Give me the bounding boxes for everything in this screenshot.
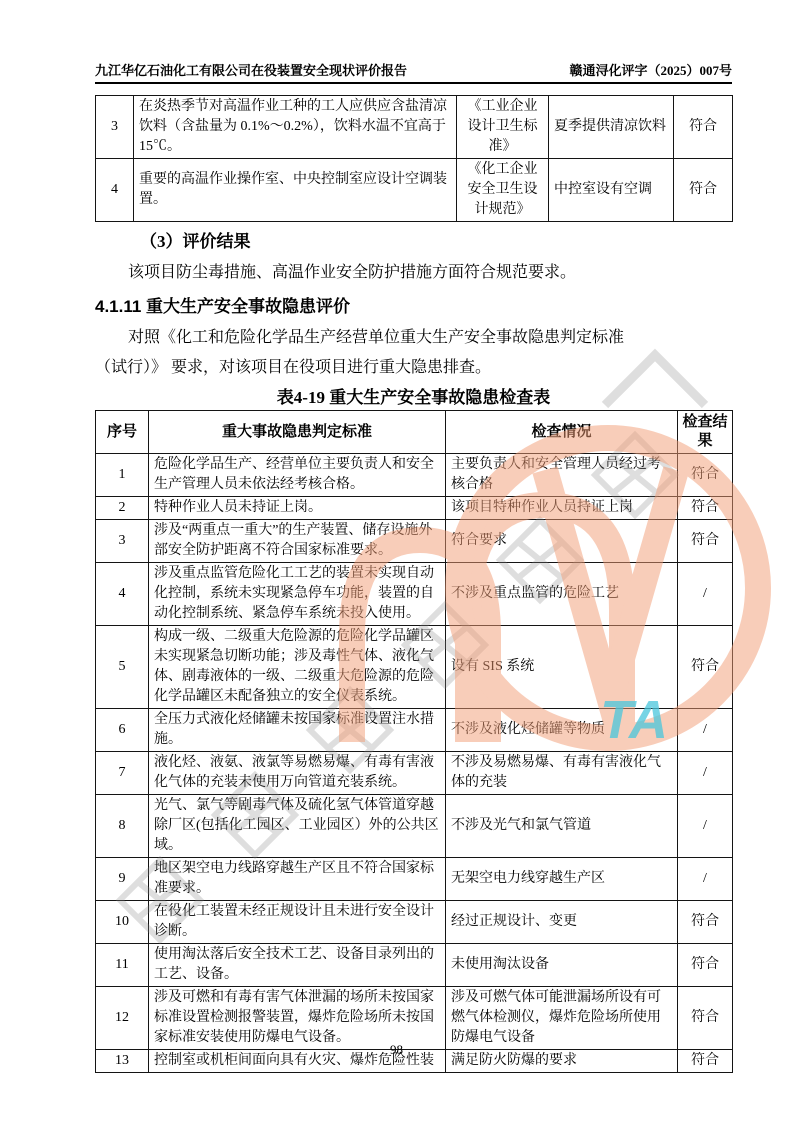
no-cell: 7	[96, 752, 149, 795]
table-row	[96, 626, 733, 709]
criterion-cell: 地区架空电力线路穿越生产区且不符合国家标准要求。	[149, 858, 446, 901]
no-cell: 11	[96, 944, 149, 987]
result-cell: /	[678, 795, 733, 858]
criterion-cell: 控制室或机柜间面向具有火灾、爆炸危险性装	[149, 1050, 446, 1073]
no-cell: 8	[96, 795, 149, 858]
situation-cell: 不涉及重点监管的危险工艺	[446, 563, 678, 626]
table-row	[96, 520, 733, 563]
situation-cell: 设有 SIS 系统	[446, 626, 678, 709]
result-cell: /	[678, 563, 733, 626]
situation-cell: 中控室设有空调	[549, 159, 674, 222]
paragraph-hidden-danger	[95, 323, 732, 383]
no-cell: 10	[96, 901, 149, 944]
header-document-number: 赣通浔化评字（2025）007号	[569, 63, 732, 78]
result-cell: /	[678, 709, 733, 752]
no-cell: 3	[96, 520, 149, 563]
table-row	[96, 987, 733, 1050]
table-row	[96, 795, 733, 858]
result-cell: /	[678, 752, 733, 795]
criterion-cell: 使用淘汰落后安全技术工艺、设备目录列出的工艺、设备。	[149, 944, 446, 987]
no-cell: 1	[96, 454, 149, 497]
criterion-cell: 构成一级、二级重大危险源的危险化学品罐区未实现紧急切断功能；涉及毒性气体、液化气体、剧毒液体的一级、二级重大危险源的危险化学品罐区未配备独立的安全仪表系统。	[149, 626, 446, 709]
watermark-letters: TA	[600, 690, 668, 750]
result-cell: 符合	[674, 159, 733, 222]
situation-cell: 不涉及光气和氯气管道	[446, 795, 678, 858]
table-header-row	[96, 411, 733, 454]
paragraph-line: （试行）》 要求，对该项目在役项目进行重大隐患排查。	[95, 359, 492, 376]
no-cell: 13	[96, 1050, 149, 1073]
table-row	[96, 497, 733, 520]
situation-cell: 夏季提供清凉饮料	[549, 96, 674, 159]
criterion-cell: 光气、氯气等剧毒气体及硫化氢气体管道穿越除厂区(包括化工园区、工业园区）外的公共区域。	[149, 795, 446, 858]
table-row	[96, 858, 733, 901]
table-row	[96, 944, 733, 987]
col-header-result: 检查结果	[678, 411, 733, 454]
situation-cell: 满足防火防爆的要求	[446, 1050, 678, 1073]
table-row	[96, 454, 733, 497]
no-cell: 12	[96, 987, 149, 1050]
standard-cell: 《化工企业安全卫生设计规范》	[457, 159, 549, 222]
table-row	[96, 563, 733, 626]
situation-cell: 符合要求	[446, 520, 678, 563]
situation-cell: 主要负责人和安全管理人员经过考核合格	[446, 454, 678, 497]
criterion-cell: 全压力式液化烃储罐未按国家标准设置注水措施。	[149, 709, 446, 752]
table-row	[96, 752, 733, 795]
criterion-cell: 涉及“两重点一重大”的生产装置、储存设施外部安全防护距离不符合国家标准要求。	[149, 520, 446, 563]
col-header-situation: 检查情况	[446, 411, 678, 454]
paragraph-result: 该项目防尘毒措施、高温作业安全防护措施方面符合规范要求。	[128, 264, 577, 281]
page-number: 98	[390, 1042, 403, 1057]
criterion-cell: 特种作业人员未持证上岗。	[149, 497, 446, 520]
result-cell: 符合	[674, 96, 733, 159]
result-cell: 符合	[678, 520, 733, 563]
main-table	[95, 410, 733, 1073]
col-header-no: 序号	[96, 411, 149, 454]
criterion-cell: 涉及重点监管危险化工工艺的装置未实现自动化控制，系统未实现紧急停车功能，装置的自动化控制系统、紧急停车系统未投入使用。	[149, 563, 446, 626]
top-table	[95, 95, 733, 222]
result-cell: /	[678, 858, 733, 901]
section-heading-4-1-11: 4.1.11 重大生产安全事故隐患评价	[95, 297, 351, 316]
table-title: 表4-19 重大生产安全事故隐患检查表	[276, 388, 551, 407]
situation-cell: 涉及可燃气体可能泄漏场所设有可燃气体检测仪，爆炸危险场所使用防爆电气设备	[446, 987, 678, 1050]
result-cell: 符合	[678, 1050, 733, 1073]
table-row	[96, 96, 733, 159]
result-cell: 符合	[678, 944, 733, 987]
no-cell: 5	[96, 626, 149, 709]
no-cell: 9	[96, 858, 149, 901]
situation-cell: 无架空电力线穿越生产区	[446, 858, 678, 901]
situation-cell: 该项目特种作业人员持证上岗	[446, 497, 678, 520]
result-cell: 符合	[678, 987, 733, 1050]
table-row	[96, 901, 733, 944]
standard-cell: 《工业企业设计卫生标准》	[457, 96, 549, 159]
no-cell: 6	[96, 709, 149, 752]
page-header	[95, 60, 732, 84]
result-cell: 符合	[678, 626, 733, 709]
criterion-cell: 在役化工装置未经正规设计且未进行安全设计诊断。	[149, 901, 446, 944]
criterion-cell: 重要的高温作业操作室、中央控制室应设计空调装置。	[134, 159, 457, 222]
criterion-cell: 在炎热季节对高温作业工种的工人应供应含盐清凉饮料（含盐量为 0.1%～0.2%），饮料水温不宜高于 15℃。	[134, 96, 457, 159]
criterion-cell: 危险化学品生产、经营单位主要负责人和安全生产管理人员未依法经考核合格。	[149, 454, 446, 497]
result-cell: 符合	[678, 454, 733, 497]
no-cell: 4	[96, 563, 149, 626]
result-cell: 符合	[678, 901, 733, 944]
situation-cell: 不涉及易燃易爆、有毒有害液化气体的充装	[446, 752, 678, 795]
criterion-cell: 液化烃、液氨、液氯等易燃易爆、有毒有害液化气体的充装未使用万向管道充装系统。	[149, 752, 446, 795]
table-row	[96, 709, 733, 752]
situation-cell: 未使用淘汰设备	[446, 944, 678, 987]
paragraph-line: 对照《化工和危险化学品生产经营单位重大生产安全事故隐患判定标准	[128, 329, 625, 346]
criterion-cell: 涉及可燃和有毒有害气体泄漏的场所未按国家标准设置检测报警装置，爆炸危险场所未按国家标准安装使用防爆电气设备。	[149, 987, 446, 1050]
no-cell: 2	[96, 497, 149, 520]
situation-cell: 不涉及液化烃储罐等物质	[446, 709, 678, 752]
header-report-title: 九江华亿石油化工有限公司在役装置安全现状评价报告	[95, 63, 408, 78]
section-heading-result: （3）评价结果	[140, 232, 251, 251]
situation-cell: 经过正规设计、变更	[446, 901, 678, 944]
result-cell: 符合	[678, 497, 733, 520]
col-header-criterion: 重大事故隐患判定标准	[149, 411, 446, 454]
table-row	[96, 159, 733, 222]
no-cell: 4	[96, 159, 134, 222]
no-cell: 3	[96, 96, 134, 159]
